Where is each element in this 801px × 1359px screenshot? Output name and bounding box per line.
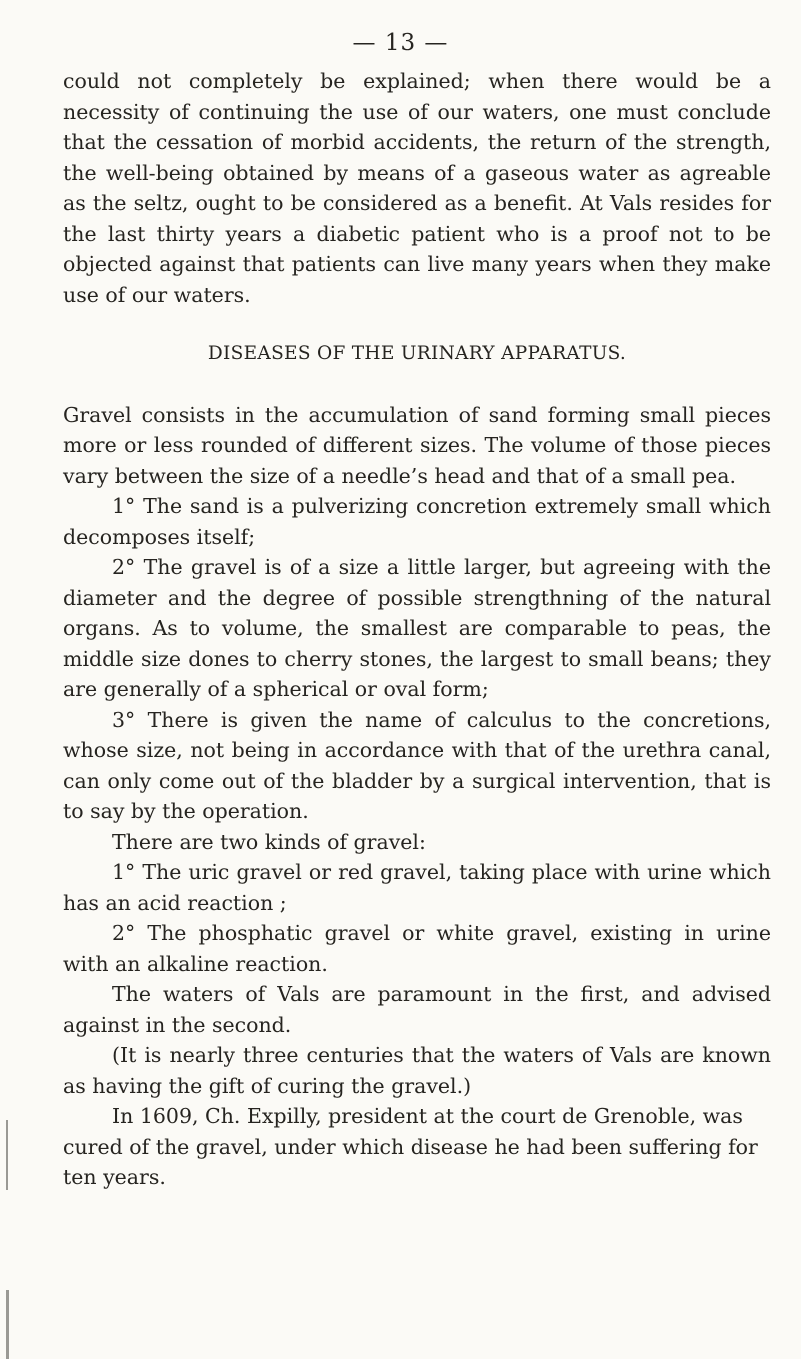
page-body bbox=[63, 66, 771, 1193]
page-binding-mark bbox=[6, 1120, 8, 1190]
paragraph-vals-waters: The waters of Vals are paramount in the first, and advised against in the second. bbox=[63, 982, 771, 1037]
paragraph-uric-gravel: 1° The uric gravel or red gravel, taking place with urine which has an acid reaction ; bbox=[63, 860, 771, 915]
paragraph-calculus: 3° There is given the name of calculus to the concretions, whose size, not being in accordance with that of the urethra canal, can only come out of the bladder by a surgical intervention, that is to say by the operation. bbox=[63, 707, 771, 823]
paragraph-gravel-size: 2° The gravel is of a size a little larger, but agreeing with the diameter and the degree of possible strengthning of the natural organs. As to volume, the smallest are comparable to peas, the middle size dones to cherry stones, the largest to small beans; they are generally of a spherical or oval form; bbox=[63, 555, 771, 701]
page-number: — 13 — bbox=[352, 30, 449, 56]
paragraph-sand: 1° The sand is a pulverizing concretion extremely small which decomposes itself; bbox=[63, 494, 771, 549]
page-binding-mark bbox=[6, 1290, 9, 1359]
paragraph-kinds-of-gravel: There are two kinds of gravel: bbox=[112, 829, 426, 854]
paragraph-history-note: (It is nearly three centuries that the waters of Vals are known as having the gift of curing the gravel.) bbox=[63, 1043, 771, 1098]
paragraph-gravel-definition: Gravel consists in the accumulation of sand forming small pieces more or less rounded of different sizes. The volume of those pieces vary between the size of a needle’s head and that of a small pea. bbox=[63, 402, 771, 488]
paragraph-phosphatic-gravel: 2° The phosphatic gravel or white gravel, existing in urine with an alkaline reaction. bbox=[63, 921, 771, 976]
paragraph-diabetes-conclusion: could not completely be explained; when there would be a necessity of continuing the use of our waters, one must conclude that the cessation of morbid accidents, the return of the strength, the well-being obtained by means of a gaseous water as agreable as the seltz, ought to be considered as a benefit. At Vals resides for the last thirty years a diabetic patient who is a proof not to be objected against that patients can live many years when they make use of our waters. bbox=[63, 69, 771, 307]
section-heading: DISEASES OF THE URINARY APPARATUS. bbox=[207, 343, 627, 364]
paragraph-expilly: In 1609, Ch. Expilly, president at the court de Grenoble, was cured of the gravel, under which disease he had been suffering for ten years. bbox=[63, 1104, 758, 1189]
